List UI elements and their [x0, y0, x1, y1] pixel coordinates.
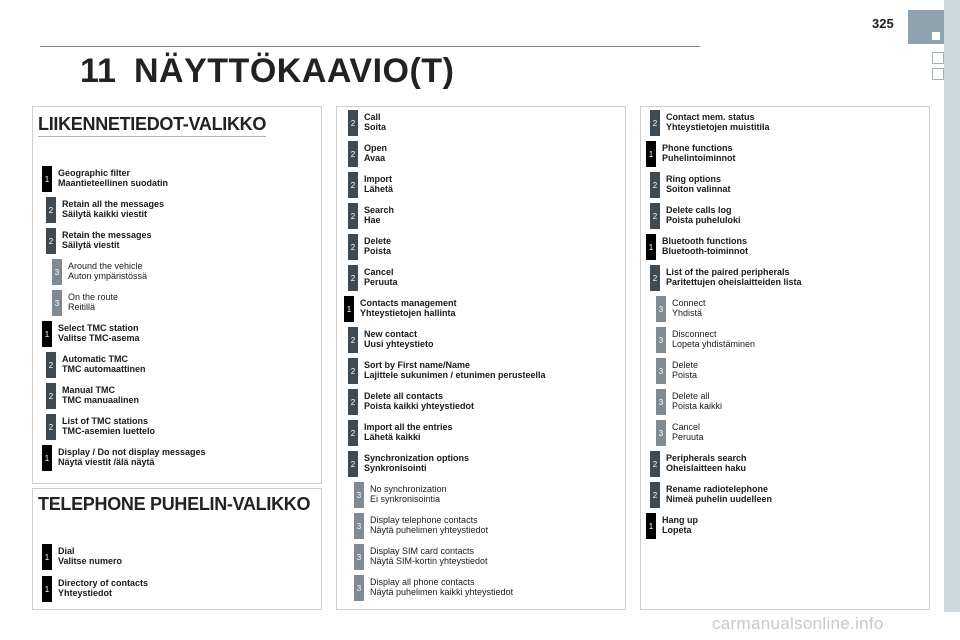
item-label-finnish: Hae: [364, 215, 381, 225]
item-label-english: Ring options: [666, 174, 721, 184]
item-label-english: Display all phone contacts: [370, 577, 475, 587]
item-labels: [62, 416, 155, 436]
item-label-finnish: Bluetooth-toiminnot: [662, 246, 748, 256]
item-label-finnish: Auton ympäristössä: [68, 271, 148, 281]
item-labels: [672, 422, 704, 442]
item-label-finnish: Nimeä puhelin uudelleen: [666, 494, 773, 504]
item-label-finnish: Poista kaikki: [672, 401, 723, 411]
item-label-english: Select TMC station: [58, 323, 139, 333]
item-label-finnish: Poista: [364, 246, 392, 256]
item-label-english: Retain the messages: [62, 230, 152, 240]
nav-square-1: [932, 52, 944, 64]
level-badge: 1: [42, 445, 52, 471]
item-labels: [364, 422, 453, 442]
item-label-finnish: TMC-asemien luettelo: [62, 426, 156, 436]
item-label-finnish: Soiton valinnat: [666, 184, 731, 194]
item-label-english: Delete all contacts: [364, 391, 444, 401]
item-labels: [364, 453, 469, 473]
item-labels: [370, 515, 488, 535]
item-label-finnish: Yhteystietojen muistitila: [666, 122, 770, 132]
level-badge: 1: [42, 544, 52, 570]
item-label-finnish: Lähetä kaikki: [364, 432, 421, 442]
item-labels: [58, 546, 122, 566]
level-badge: 2: [46, 414, 56, 440]
item-label-finnish: Reitillä: [68, 302, 96, 312]
item-labels: [364, 267, 398, 287]
level-badge: 3: [354, 575, 364, 601]
level-badge: 1: [646, 513, 656, 539]
item-label-english: Import all the entries: [364, 422, 453, 432]
level-badge: 2: [46, 352, 56, 378]
telephone-menu-title: TELEPHONE PUHELIN-VALIKKO: [38, 494, 311, 514]
chapter-tab-marker: [932, 32, 940, 40]
item-labels: [364, 391, 474, 411]
item-label-english: Disconnect: [672, 329, 717, 339]
item-label-finnish: Lopeta: [662, 525, 692, 535]
item-label-finnish: Näytä puhelimen kaikki yhteystiedot: [370, 587, 514, 597]
item-label-english: Sort by First name/Name: [364, 360, 471, 370]
watermark-text: carmanualsonline.info: [712, 614, 884, 633]
level-badge: 3: [656, 327, 666, 353]
chapter-title: NÄYTTÖKAAVIO(T): [134, 52, 455, 90]
item-labels: [58, 168, 168, 188]
level-badge: 1: [646, 141, 656, 167]
item-labels: [662, 515, 698, 535]
level-badge: 2: [348, 389, 358, 415]
item-labels: [370, 577, 513, 597]
item-labels: [662, 143, 736, 163]
level-badge: 2: [46, 383, 56, 409]
level-badge: 2: [348, 420, 358, 446]
item-labels: [364, 329, 434, 349]
level-badge: 2: [348, 451, 358, 477]
level-badge: 1: [646, 234, 656, 260]
level-badge: 2: [650, 482, 660, 508]
item-label-english: Open: [364, 143, 388, 153]
item-label-english: Contacts management: [360, 298, 457, 308]
level-badge: 1: [42, 321, 52, 347]
item-label-english: Retain all the messages: [62, 199, 165, 209]
nav-square-2: [932, 68, 944, 80]
level-badge: 3: [656, 358, 666, 384]
item-labels: [370, 546, 488, 566]
item-label-english: Manual TMC: [62, 385, 115, 395]
level-badge: 3: [354, 544, 364, 570]
item-labels: [68, 261, 147, 281]
item-label-finnish: TMC automaattinen: [62, 364, 146, 374]
level-badge: 2: [46, 228, 56, 254]
level-badge: 2: [348, 110, 358, 136]
item-labels: [58, 578, 148, 598]
level-badge: 1: [344, 296, 354, 322]
level-badge: 2: [348, 172, 358, 198]
item-label-finnish: Näytä viestit /älä näytä: [58, 457, 155, 467]
level-badge: 1: [42, 166, 52, 192]
level-badge: 2: [348, 358, 358, 384]
item-labels: [62, 354, 146, 374]
item-label-finnish: Säilytä kaikki viestit: [62, 209, 148, 219]
item-label-english: Call: [364, 112, 381, 122]
item-label-finnish: Valitse numero: [58, 556, 123, 566]
item-labels: [364, 205, 394, 225]
item-labels: [672, 391, 722, 411]
item-label-finnish: Synkronisointi: [364, 463, 427, 473]
item-label-finnish: TMC manuaalinen: [62, 395, 140, 405]
level-badge: 2: [348, 234, 358, 260]
item-labels: [364, 112, 386, 132]
item-labels: [666, 112, 770, 132]
level-badge: 3: [656, 420, 666, 446]
item-label-finnish: Lopeta yhdistäminen: [672, 339, 756, 349]
level-badge: 3: [354, 513, 364, 539]
level-badge: 3: [656, 296, 666, 322]
item-label-english: Dial: [58, 546, 75, 556]
item-label-finnish: Poista puheluloki: [666, 215, 741, 225]
item-label-english: Display SIM card contacts: [370, 546, 475, 556]
item-label-finnish: Näytä SIM-kortin yhteystiedot: [370, 556, 488, 566]
item-labels: [662, 236, 748, 256]
item-labels: [62, 199, 164, 219]
level-badge: 2: [348, 141, 358, 167]
item-labels: [364, 174, 393, 194]
page-number: 325: [872, 16, 894, 31]
item-label-english: Hang up: [662, 515, 698, 525]
item-label-english: Directory of contacts: [58, 578, 149, 588]
item-label-finnish: Näytä puhelimen yhteystiedot: [370, 525, 489, 535]
item-labels: [364, 360, 546, 380]
item-label-finnish: Valitse TMC-asema: [58, 333, 140, 343]
item-label-finnish: Yhdistä: [672, 308, 703, 318]
item-label-english: Bluetooth functions: [662, 236, 747, 246]
item-label-english: Automatic TMC: [62, 354, 128, 364]
level-badge: 3: [354, 482, 364, 508]
item-label-english: Geographic filter: [58, 168, 131, 178]
item-labels: [370, 484, 447, 504]
item-label-finnish: Säilytä viestit: [62, 240, 120, 250]
item-label-english: Cancel: [364, 267, 394, 277]
item-labels: [672, 329, 755, 349]
item-labels: [62, 230, 152, 250]
item-labels: [58, 323, 140, 343]
item-label-english: Search: [364, 205, 395, 215]
item-label-finnish: Paritettujen oheislaitteiden lista: [666, 277, 802, 287]
item-label-english: List of the paired peripherals: [666, 267, 790, 277]
item-label-finnish: Avaa: [364, 153, 386, 163]
item-label-english: Delete calls log: [666, 205, 732, 215]
item-labels: [666, 484, 772, 504]
item-labels: [364, 236, 391, 256]
item-labels: [672, 360, 698, 380]
item-label-english: Cancel: [672, 422, 701, 432]
item-labels: [666, 267, 802, 287]
level-badge: 2: [650, 203, 660, 229]
chapter-rule: [40, 46, 700, 47]
item-labels: [58, 447, 206, 467]
item-label-finnish: Peruuta: [364, 277, 398, 287]
item-label-english: Display telephone contacts: [370, 515, 478, 525]
level-badge: 2: [650, 451, 660, 477]
item-label-english: Delete: [364, 236, 392, 246]
level-badge: 3: [52, 290, 62, 316]
traffic-menu-title: LIIKENNETIEDOT-VALIKKO: [38, 114, 266, 137]
item-label-english: Delete: [672, 360, 699, 370]
level-badge: 3: [656, 389, 666, 415]
level-badge: 2: [650, 265, 660, 291]
side-bar: [944, 0, 960, 612]
item-label-english: On the route: [68, 292, 119, 302]
item-label-finnish: Ei synkronisointia: [370, 494, 441, 504]
item-labels: [672, 298, 706, 318]
item-label-english: Connect: [672, 298, 706, 308]
level-badge: 2: [348, 265, 358, 291]
item-label-english: Display / Do not display messages: [58, 447, 206, 457]
item-label-finnish: Soita: [364, 122, 387, 132]
item-label-english: New contact: [364, 329, 418, 339]
item-label-finnish: Uusi yhteystieto: [364, 339, 434, 349]
item-label-english: Phone functions: [662, 143, 733, 153]
item-label-finnish: Lähetä: [364, 184, 394, 194]
item-label-english: Around the vehicle: [68, 261, 143, 271]
item-label-english: List of TMC stations: [62, 416, 148, 426]
item-label-english: Import: [364, 174, 392, 184]
item-label-finnish: Lajittele sukunimen / etunimen perusteella: [364, 370, 546, 380]
level-badge: 1: [42, 576, 52, 602]
level-badge: 3: [52, 259, 62, 285]
chapter-number: 11: [80, 52, 116, 90]
level-badge: 2: [650, 110, 660, 136]
level-badge: 2: [348, 203, 358, 229]
item-label-finnish: Yhteystietojen hallinta: [360, 308, 456, 318]
item-label-english: Rename radiotelephone: [666, 484, 769, 494]
item-labels: [68, 292, 118, 312]
item-label-finnish: Maantieteellinen suodatin: [58, 178, 169, 188]
item-label-english: Synchronization options: [364, 453, 469, 463]
item-label-finnish: Oheislaitteen haku: [666, 463, 747, 473]
item-label-english: Contact mem. status: [666, 112, 755, 122]
level-badge: 2: [348, 327, 358, 353]
item-label-finnish: Puhelintoiminnot: [662, 153, 736, 163]
item-label-english: Delete all: [672, 391, 710, 401]
item-labels: [666, 174, 731, 194]
item-labels: [364, 143, 387, 163]
item-labels: [360, 298, 457, 318]
item-label-finnish: Poista kaikki yhteystiedot: [364, 401, 475, 411]
level-badge: 2: [46, 197, 56, 223]
item-label-english: No synchronization: [370, 484, 447, 494]
item-label-english: Peripherals search: [666, 453, 747, 463]
item-label-finnish: Peruuta: [672, 432, 704, 442]
item-labels: [62, 385, 139, 405]
level-badge: 2: [650, 172, 660, 198]
item-label-finnish: Yhteystiedot: [58, 588, 113, 598]
item-labels: [666, 205, 741, 225]
item-labels: [666, 453, 747, 473]
item-label-finnish: Poista: [672, 370, 698, 380]
